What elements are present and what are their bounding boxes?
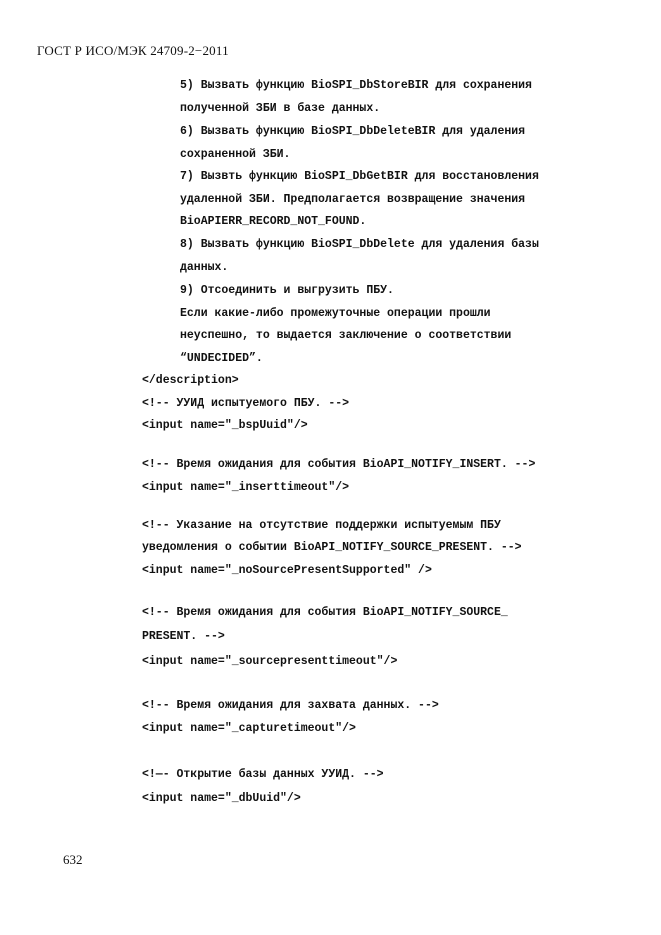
text-line: BioAPIERR_RECORD_NOT_FOUND. [180, 215, 367, 228]
text-line: “UNDECIDED”. [180, 352, 263, 365]
text-line: <!—- Открытие базы данных УУИД. --> [142, 768, 384, 781]
text-line: <input name="_bspUuid"/> [142, 419, 308, 432]
text-line: <input name="_noSourcePresentSupported" /> [142, 564, 432, 577]
text-line: <!-- Время ожидания для события BioAPI_NOTIFY_SOURCE_ [142, 606, 508, 619]
text-line: уведомления о событии BioAPI_NOTIFY_SOURCE_PRESENT. --> [142, 541, 522, 554]
text-line: 5) Вызвать функцию BioSPI_DbStoreBIR для сохранения [180, 79, 532, 92]
text-line: неуспешно, то выдается заключение о соответствии [180, 329, 512, 342]
text-line: <input name="_capturetimeout"/> [142, 722, 356, 735]
text-line: сохраненной ЗБИ. [180, 148, 291, 161]
text-line: <input name="_inserttimeout"/> [142, 481, 350, 494]
text-line: 6) Вызвать функцию BioSPI_DbDeleteBIR для удаления [180, 125, 526, 138]
page-number: 632 [63, 852, 83, 867]
text-line: 8) Вызвать функцию BioSPI_DbDelete для удаления базы [180, 238, 539, 251]
text-line: PRESENT. --> [142, 630, 225, 643]
text-line: 9) Отсоединить и выгрузить ПБУ. [180, 284, 394, 297]
text-line: <!-- Указание на отсутствие поддержки испытуемым ПБУ [142, 519, 501, 532]
text-line: <!-- УУИД испытуемого ПБУ. --> [142, 397, 350, 410]
text-line: <input name="_sourcepresenttimeout"/> [142, 655, 398, 668]
text-line: удаленной ЗБИ. Предполагается возвращение значения [180, 193, 526, 206]
text-line: данных. [180, 261, 229, 274]
text-line: <!-- Время ожидания для события BioAPI_NOTIFY_INSERT. --> [142, 458, 536, 471]
text-line: Если какие-либо промежуточные операции прошли [180, 307, 491, 320]
text-line: полученной ЗБИ в базе данных. [180, 102, 381, 115]
text-line: </description> [142, 374, 239, 387]
text-line: <input name="_dbUuid"/> [142, 792, 301, 805]
text-line: <!-- Время ожидания для захвата данных. --> [142, 699, 439, 712]
document-header: ГОСТ Р ИСО/МЭК 24709-2−2011 [37, 43, 229, 58]
text-line: 7) Вызвть функцию BioSPI_DbGetBIR для восстановления [180, 170, 539, 183]
